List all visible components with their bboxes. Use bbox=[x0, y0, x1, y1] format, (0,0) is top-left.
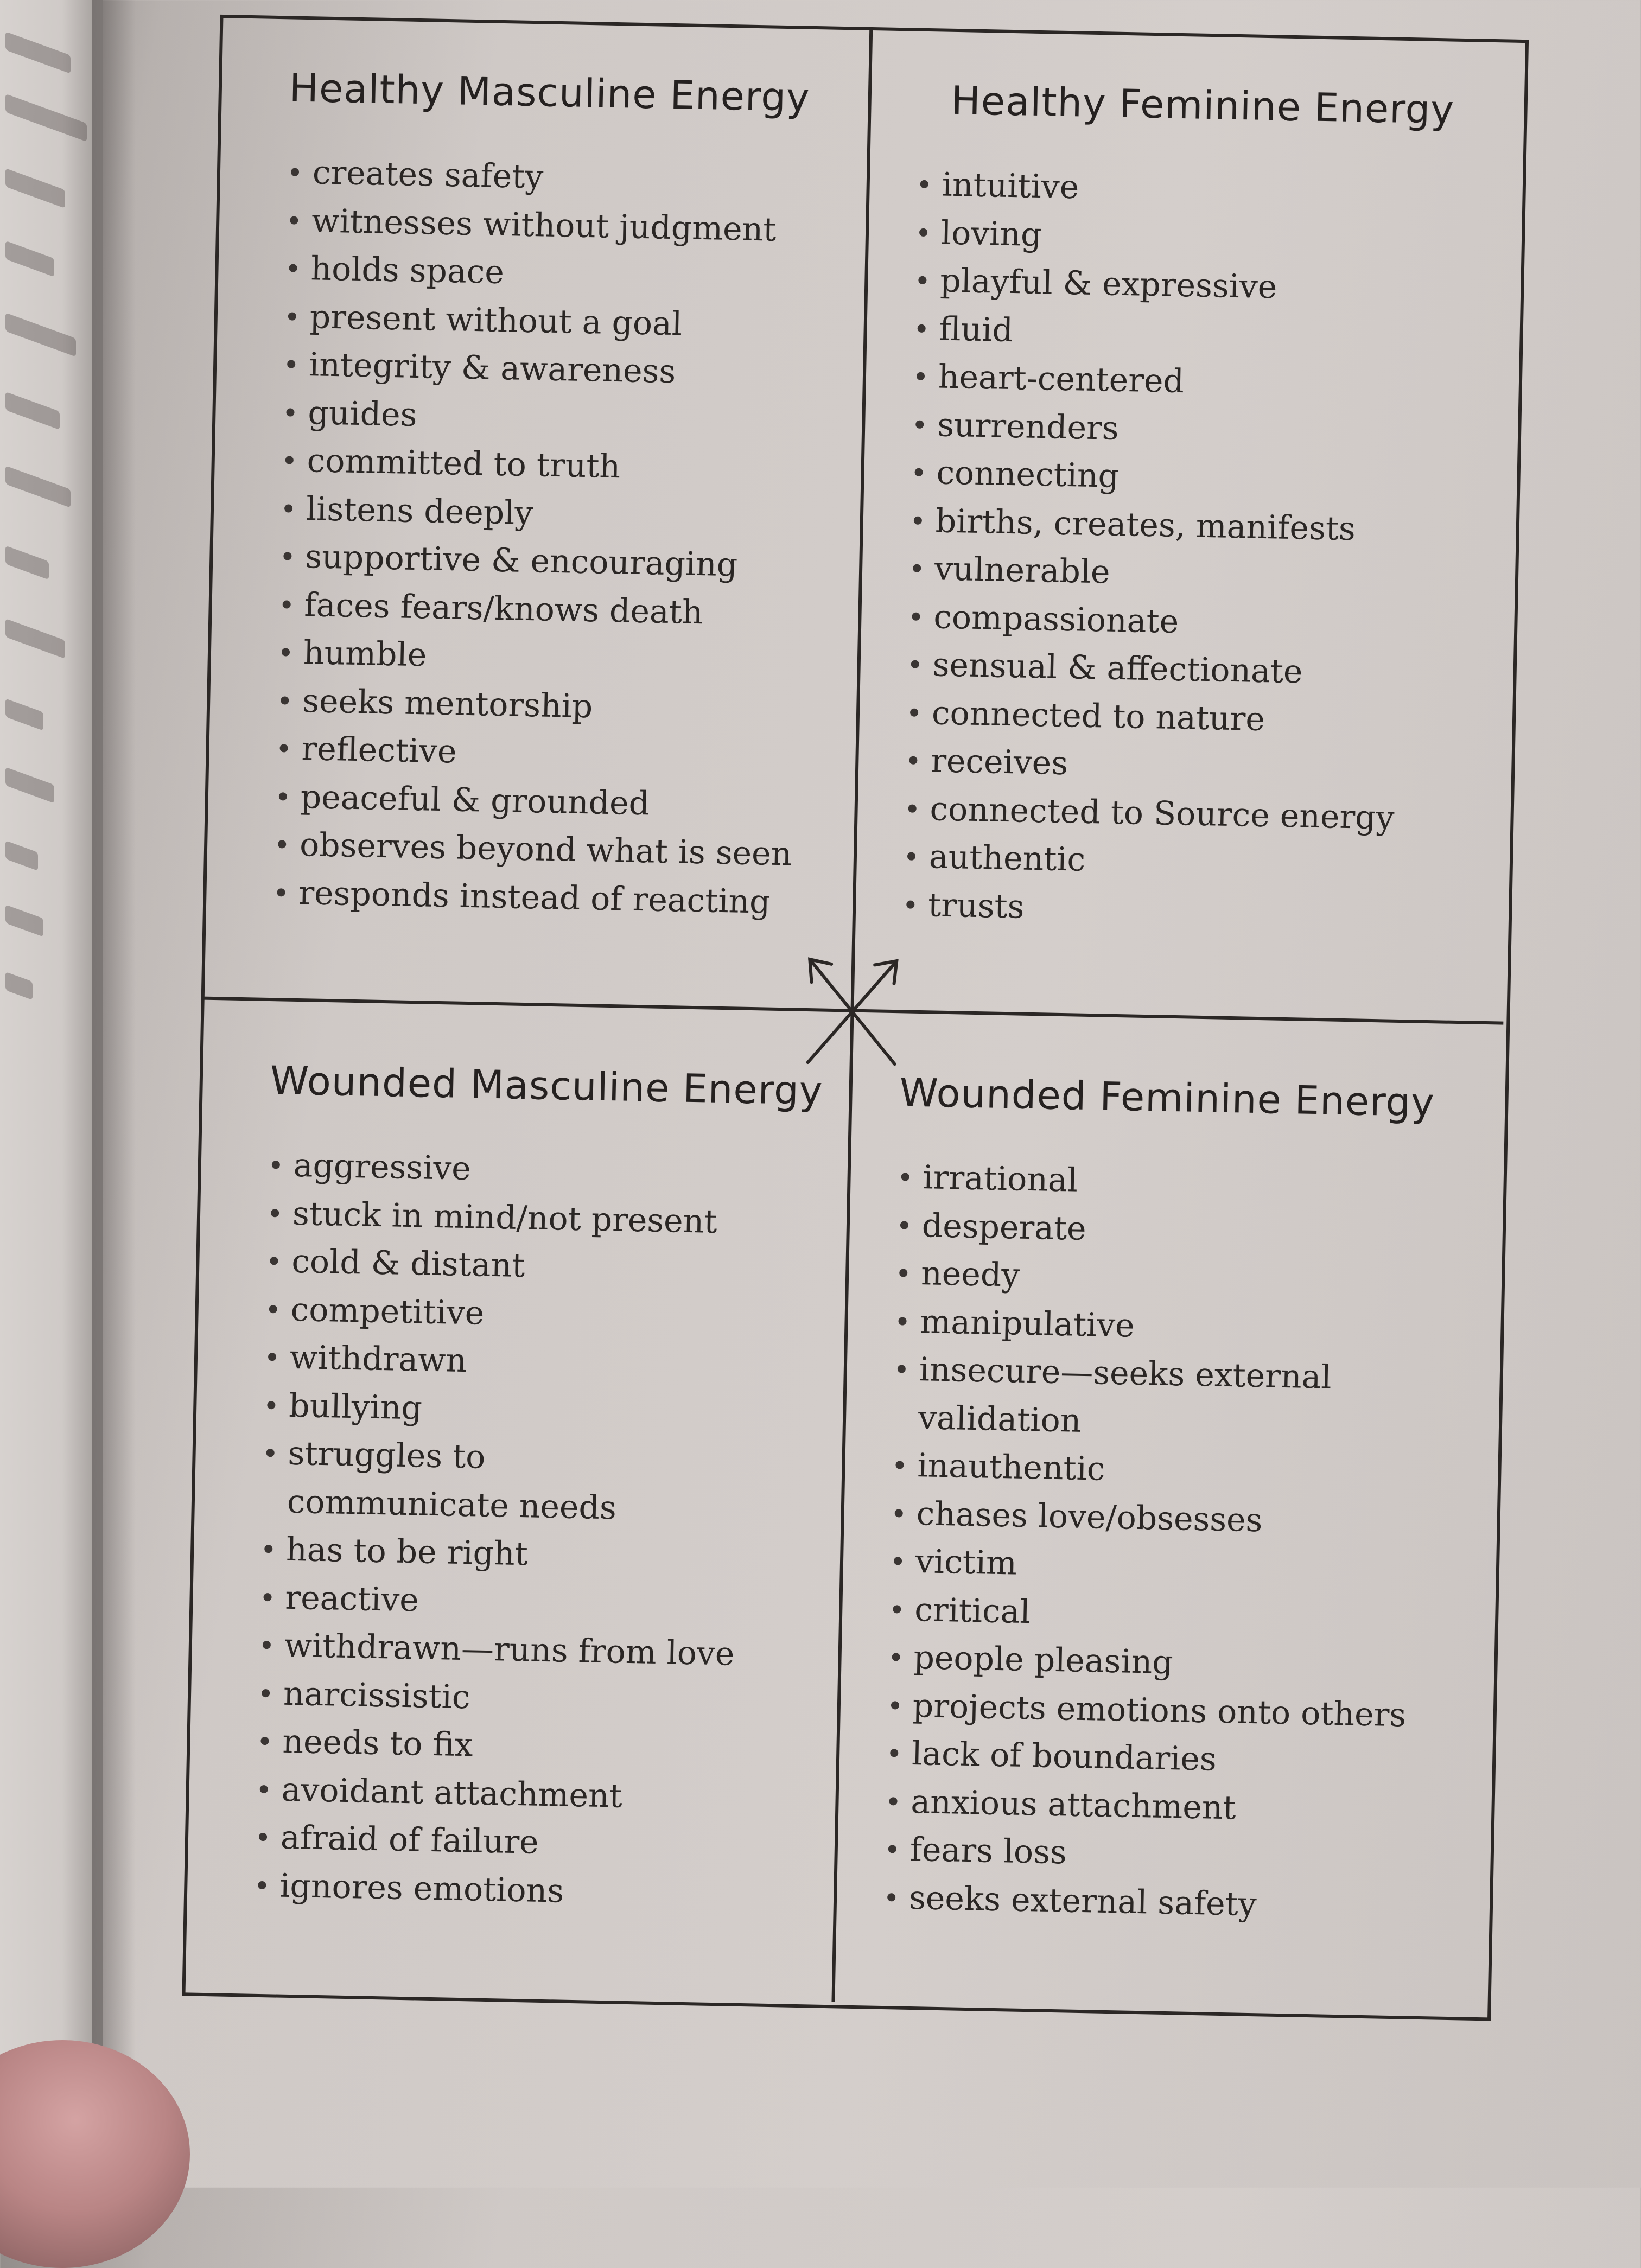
list-item: holds space bbox=[285, 244, 883, 304]
trait-list bbox=[274, 148, 885, 928]
list-item: withdrawn bbox=[264, 1333, 862, 1393]
list-item: bullying bbox=[264, 1381, 861, 1441]
facing-page-text-fragment bbox=[5, 840, 38, 871]
quadrant-healthy-masculine bbox=[274, 65, 887, 928]
list-item: surrenders bbox=[912, 400, 1509, 460]
list-item: peaceful & grounded bbox=[275, 773, 873, 832]
facing-page-text-fragment bbox=[5, 698, 43, 730]
facing-page-text-fragment bbox=[5, 972, 33, 1000]
quadrant-healthy-feminine bbox=[902, 77, 1516, 940]
list-item: intuitive bbox=[917, 161, 1514, 220]
list-item: heart-centered bbox=[913, 353, 1510, 412]
list-item: loving bbox=[915, 208, 1513, 268]
facing-page-text-fragment bbox=[5, 94, 87, 142]
list-item: responds instead of reacting bbox=[274, 869, 871, 928]
list-item: present without a goal bbox=[284, 292, 882, 352]
quadrant-wounded-masculine bbox=[255, 1057, 868, 1921]
list-item: anxious attachment bbox=[886, 1778, 1483, 1837]
facing-page-text-fragment bbox=[5, 31, 71, 74]
list-item: irrational bbox=[898, 1153, 1495, 1213]
list-item: victim bbox=[890, 1537, 1487, 1597]
list-item: connected to Source energy bbox=[905, 785, 1502, 844]
page-gutter-shadow bbox=[92, 0, 136, 2188]
quadrant-title: Healthy Masculine Energy bbox=[289, 65, 811, 120]
list-item: faces fears/knows death bbox=[279, 581, 876, 640]
list-item: withdrawn—runs from love bbox=[259, 1621, 856, 1681]
facing-page-text-fragment bbox=[5, 241, 54, 277]
list-item: needs to fix bbox=[257, 1717, 855, 1777]
facing-page-text-fragment bbox=[5, 466, 71, 508]
trait-list bbox=[255, 1141, 866, 1921]
list-item: seeks mentorship bbox=[277, 677, 874, 736]
list-item: integrity & awareness bbox=[283, 340, 881, 400]
list-item: has to be right bbox=[260, 1525, 858, 1585]
list-item: fears loss bbox=[885, 1825, 1482, 1885]
facing-page-text-fragment bbox=[5, 545, 49, 579]
list-item: listens deeply bbox=[281, 485, 878, 544]
trait-list bbox=[902, 161, 1514, 940]
list-item: narcissistic bbox=[258, 1669, 855, 1729]
quadrant-wounded-feminine bbox=[883, 1069, 1497, 1933]
crossed-arrows-icon bbox=[791, 948, 913, 1070]
list-item: critical bbox=[889, 1585, 1487, 1645]
facing-page-text-fragment bbox=[5, 392, 60, 430]
list-item: guides bbox=[283, 388, 880, 448]
facing-page-text-fragment bbox=[5, 168, 65, 208]
list-item: stuck in mind/not present bbox=[267, 1189, 864, 1249]
list-item: avoidant attachment bbox=[256, 1765, 854, 1825]
list-item: supportive & encouraging bbox=[280, 532, 877, 592]
list-item: fluid bbox=[914, 304, 1511, 364]
list-item: manipulative bbox=[895, 1297, 1492, 1357]
list-item: inauthentic bbox=[892, 1441, 1490, 1501]
list-item: humble bbox=[278, 628, 875, 688]
list-item: reactive bbox=[260, 1573, 857, 1633]
list-item: afraid of failure bbox=[255, 1813, 853, 1873]
list-item: births, creates, manifests bbox=[910, 496, 1508, 556]
facing-page-text-fragment bbox=[5, 904, 43, 936]
list-item: witnesses without judgment bbox=[286, 196, 883, 256]
list-item: needy bbox=[895, 1249, 1493, 1309]
facing-page-edge bbox=[0, 0, 103, 2188]
list-item: vulnerable bbox=[909, 545, 1506, 604]
list-item: creates safety bbox=[287, 148, 885, 208]
list-item: ignores emotions bbox=[255, 1861, 852, 1921]
list-item: aggressive bbox=[268, 1141, 866, 1201]
list-item: struggles to communicate needs bbox=[262, 1429, 701, 1533]
list-item: authentic bbox=[904, 832, 1501, 892]
quadrant-title: Healthy Feminine Energy bbox=[950, 77, 1455, 133]
list-item: compassionate bbox=[908, 593, 1506, 652]
list-item: observes beyond what is seen bbox=[274, 820, 872, 880]
list-item: committed to truth bbox=[282, 436, 879, 496]
facing-page-text-fragment bbox=[5, 313, 76, 356]
list-item: insecure—seeks external validation bbox=[893, 1345, 1343, 1450]
list-item: desperate bbox=[896, 1201, 1494, 1261]
list-item: receives bbox=[906, 736, 1503, 796]
list-item: playful & expressive bbox=[915, 257, 1512, 316]
list-item: cold & distant bbox=[266, 1237, 864, 1297]
list-item: sensual & affectionate bbox=[907, 640, 1505, 700]
list-item: people pleasing bbox=[888, 1633, 1486, 1693]
trait-list bbox=[883, 1153, 1495, 1933]
list-item: connected to nature bbox=[906, 689, 1504, 748]
thumb bbox=[0, 2040, 190, 2268]
list-item: reflective bbox=[276, 724, 874, 784]
list-item: lack of boundaries bbox=[886, 1729, 1484, 1789]
list-item: chases love/obsesses bbox=[891, 1489, 1489, 1549]
quadrant-title: Wounded Masculine Energy bbox=[270, 1057, 824, 1114]
facing-page-text-fragment bbox=[5, 619, 65, 659]
energy-chart bbox=[182, 15, 1544, 2036]
quadrant-title: Wounded Feminine Energy bbox=[899, 1069, 1435, 1126]
list-item: competitive bbox=[265, 1285, 863, 1345]
list-item: projects emotions onto others bbox=[887, 1681, 1485, 1741]
facing-page-text-fragment bbox=[5, 767, 54, 804]
list-item: seeks external safety bbox=[883, 1874, 1481, 1933]
list-item: connecting bbox=[911, 449, 1509, 508]
list-item: trusts bbox=[902, 881, 1500, 940]
